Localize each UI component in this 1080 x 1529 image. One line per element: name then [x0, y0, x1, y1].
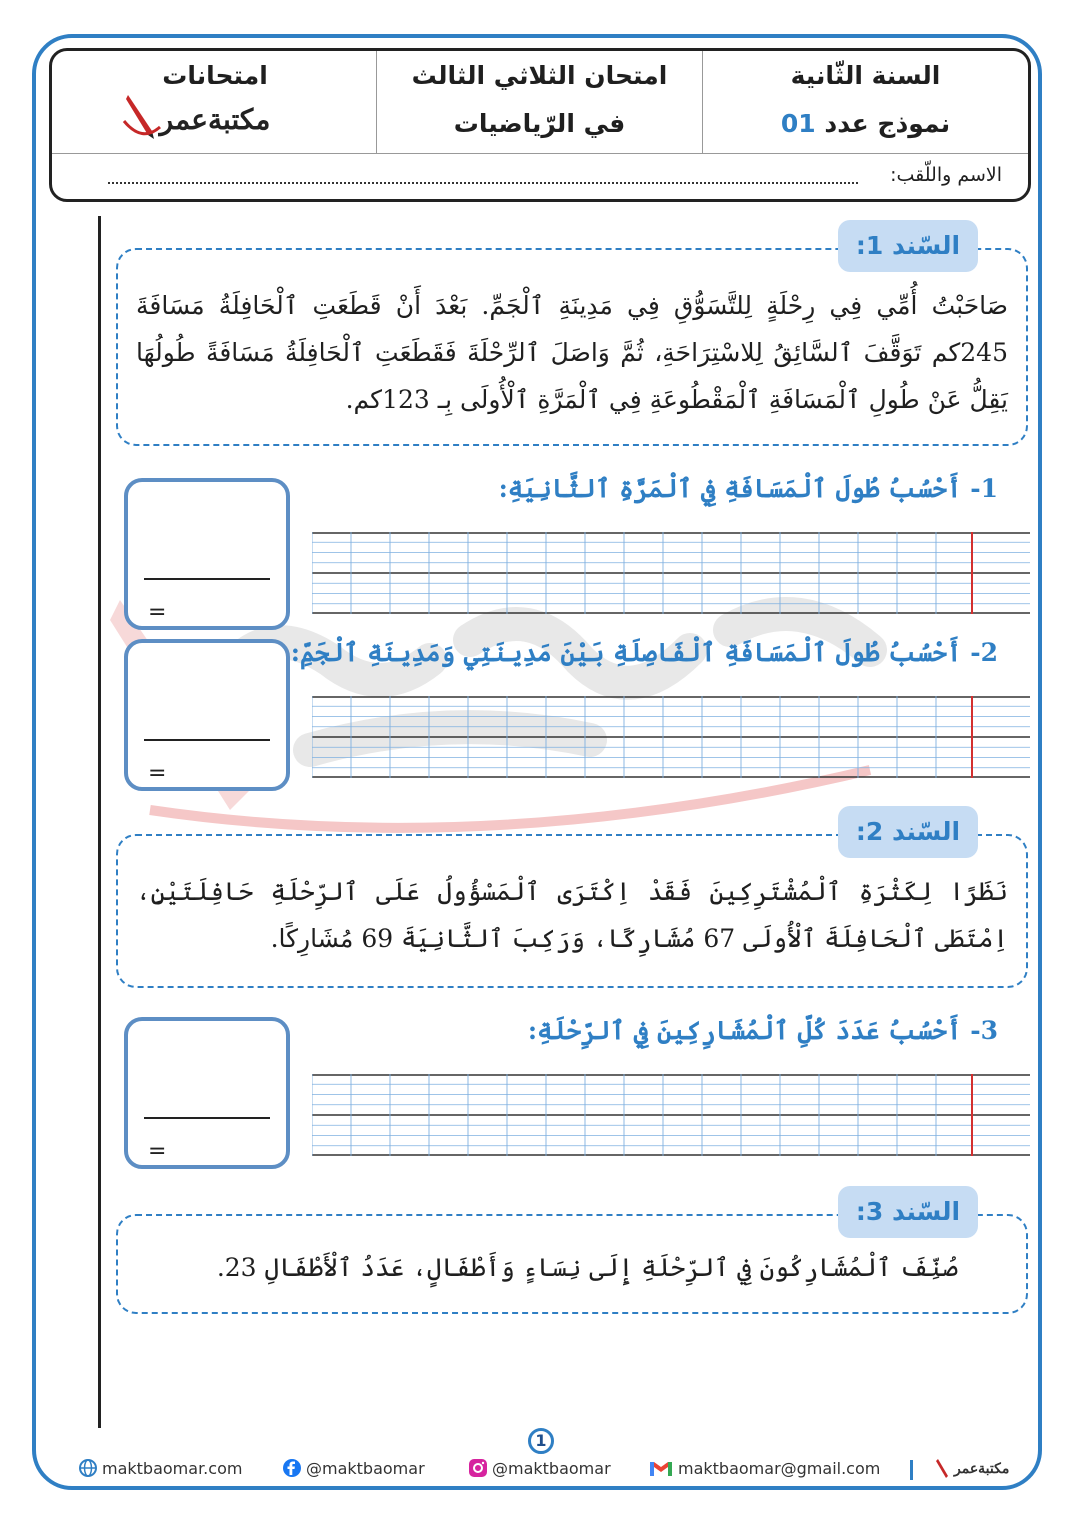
answer-box-1[interactable] — [124, 478, 290, 630]
model-number: نموذج عدد 01 — [780, 109, 951, 138]
name-input-line[interactable] — [108, 182, 858, 184]
question-1: 1- أَحْسُبُ طُولَ ٱلْمَسَافَةِ فِي ٱلْمَرَّةِ ٱلثَّانِيَةِ: — [498, 474, 998, 503]
brand-logo-text: مكتبةعمر — [159, 103, 271, 136]
facebook-icon — [282, 1458, 302, 1478]
answer-equals-sign: = — [148, 600, 167, 625]
answer-line — [144, 1117, 270, 1119]
name-label: الاسم واللّقب: — [890, 164, 1002, 186]
exam-header — [49, 48, 1031, 202]
question-3: 3- أَحْسُبُ عَدَدَ كُلِّ ٱلْمُشَارِكِينَ فِي ٱلرِّحْلَةِ: — [527, 1016, 998, 1045]
document-1-tag: السّند 1: — [838, 220, 978, 272]
brand-caption: امتحانات — [162, 61, 268, 90]
footer-logo: مكتبةعمر — [936, 1458, 1009, 1480]
document-3-text: صُنِّفَ ٱلْمُشَارِكُونَ فِي ٱلرِّحْلَةِ إِلَى نِسَاءٍ وَأَطْفَالٍ، عَدَدُ ٱلْأَطْفَالِ 23. — [216, 1253, 958, 1282]
document-1-text: صَاحَبْتُ أُمِّي فِي رِحْلَةٍ لِلتَّسَوُّقِ فِي مَدِينَةِ ٱلْجَمِّ. بَعْدَ أَنْ قَطَعَتِ ٱلْحَافِلَةُ مَسَافَةَ 245كم تَوَقَّفَ ٱلسَّائِقُ لِلاسْتِرَاحَةِ، ثُمَّ وَاصَلَ ٱلرِّحْلَةَ فَقَطَعَتِ ٱلْحَافِلَةُ مَسَافَةً طُولُهَا يَقِلُّ عَنْ طُولِ ٱلْمَسَافَةِ ٱلْمَقْطُوعَةِ فِي ٱلْمَرَّةِ ٱلْأُولَى بِـ 123كم. — [136, 291, 1008, 414]
page-number: 1 — [528, 1428, 554, 1454]
left-margin-line — [98, 216, 101, 1428]
answer-box-3[interactable] — [124, 1017, 290, 1169]
exam-subject: في الرّياضيات — [453, 109, 626, 138]
question-2: 2- أَحْسُبُ طُولَ ٱلْمَسَافَةِ ٱلْفَاصِلَةِ بَيْنَ مَدِينَتِي وَمَدِينَةِ ٱلْجَمِّ: — [290, 638, 998, 667]
answer-box-2[interactable] — [124, 639, 290, 791]
name-row — [52, 153, 1028, 202]
pen-logo-icon — [936, 1458, 950, 1480]
header-level-cell — [702, 51, 1028, 153]
header-brand-cell — [52, 51, 378, 153]
footer-website[interactable]: maktbaomar.com — [78, 1458, 242, 1478]
answer-equals-sign: = — [148, 761, 167, 786]
answer-grid-3[interactable] — [312, 1074, 1030, 1156]
footer-instagram[interactable]: @maktbaomar — [468, 1458, 611, 1478]
document-2-text: نَظَرًا لِكَثْرَةِ ٱلْمُشْتَرِكِينَ فَقَدْ اِكْتَرَى ٱلْمَسْؤُولُ عَلَى ٱلرِّحْلَةِ حَافِلَتَيْنِ، اِمْتَطَى ٱلْحَافِلَةَ ٱلْأُولَى 67 مُشَارِكًا، وَرَكِبَ ٱلثَّانِيَةَ 69 مُشَارِكًا. — [136, 877, 1008, 953]
answer-grid-2[interactable] — [312, 696, 1030, 778]
instagram-icon — [468, 1458, 488, 1478]
document-2-tag: السّند 2: — [838, 806, 978, 858]
exam-title: امتحان الثلاثي الثالث — [411, 61, 668, 90]
answer-line — [144, 739, 270, 741]
answer-grid-1[interactable] — [312, 532, 1030, 614]
globe-icon — [78, 1458, 98, 1478]
gmail-icon — [648, 1458, 674, 1478]
footer-facebook[interactable]: @maktbaomar — [282, 1458, 425, 1478]
document-3-tag: السّند 3: — [838, 1186, 978, 1238]
footer — [78, 1458, 1008, 1484]
footer-email[interactable]: maktbaomar@gmail.com — [648, 1458, 880, 1478]
header-title-cell — [376, 51, 702, 153]
answer-line — [144, 578, 270, 580]
answer-equals-sign: = — [148, 1139, 167, 1164]
grade-label: السنة الثّانية — [790, 61, 941, 90]
footer-separator — [910, 1460, 913, 1480]
